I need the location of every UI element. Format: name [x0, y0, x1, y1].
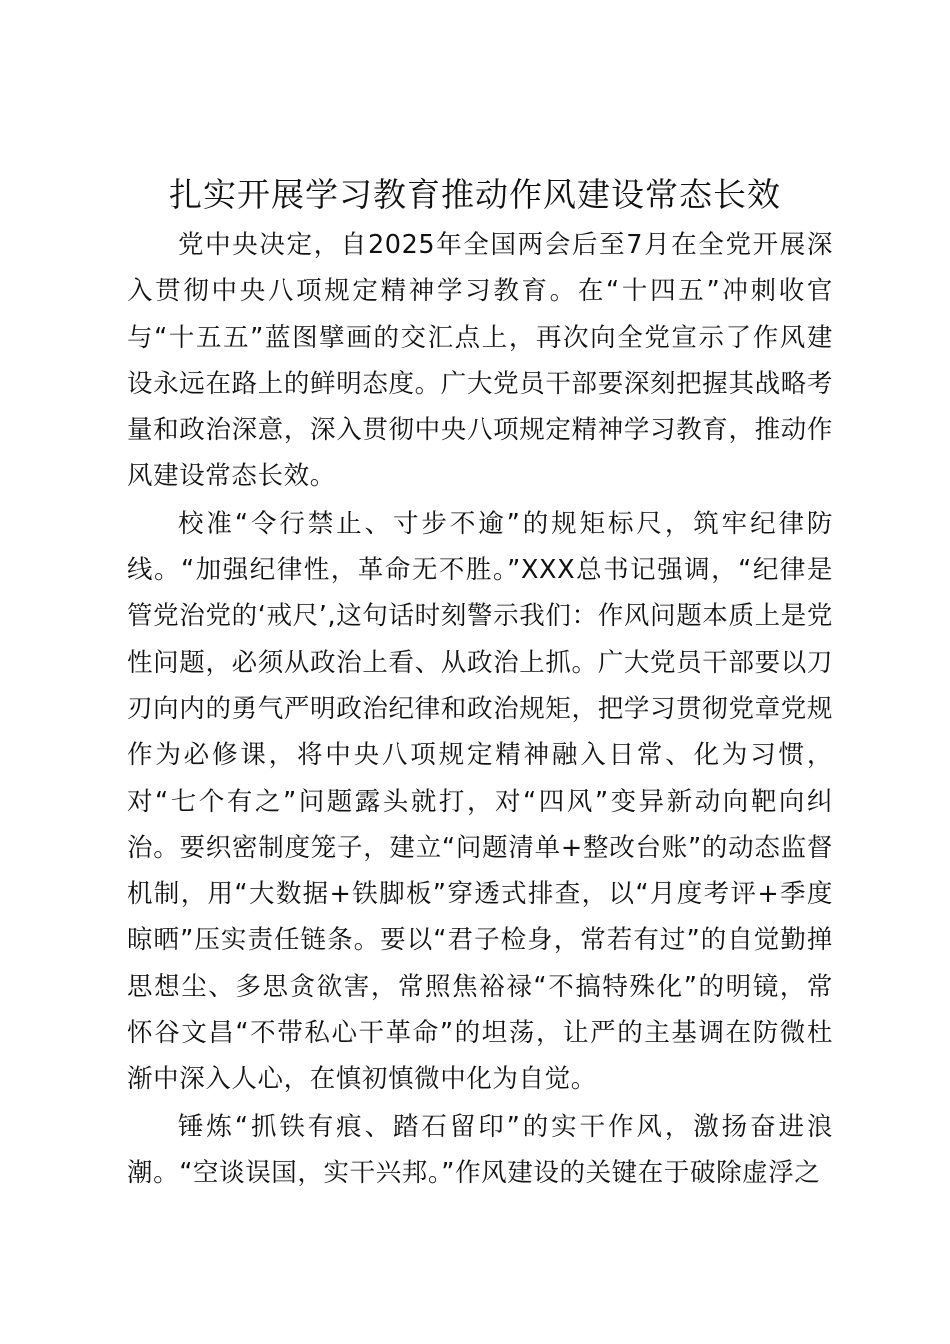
paragraph-discipline: 校准“令行禁止、寸步不逾”的规矩标尺，筑牢纪律防线。“加强纪律性，革命无不胜。”XXX总书记强调，“纪律是管党治党的‘戒尺’,这句话时刻警示我们：作风问题本质上是党性问题，必须从政治上看、从政治上抓。广大党员干部要以刀刃向内的勇气严明政治纪律和政治规矩，把学习贯彻党章党规作为必修课，将中央八项规定精神融入日常、化为习惯，对“七个有之”问题露头就打，对“四风”变异新动向靶向纠治。要织密制度笼子，建立“问题清单+整改台账”的动态监督机制，用“大数据+铁脚板”穿透式排查，以“月度考评+季度晾晒”压实责任链条。要以“君子检身，常若有过”的自觉勤掸思想尘、多思贪欲害，常照焦裕禄“不搞特殊化”的明镜，常怀谷文昌“不带私心干革命”的坦荡，让严的主基调在防微杜渐中深入人心，在慎初慎微中化为自觉。	[127, 508, 833, 1095]
document-body	[127, 222, 833, 1196]
paragraph-intro: 党中央决定，自2025年全国两会后至7月在全党开展深入贯彻中央八项规定精神学习教育。在“十四五”冲刺收官与“十五五”蓝图擘画的交汇点上，再次向全党宣示了作风建设永远在路上的鲜明态度。广大党员干部要深刻把握其战略考量和政治深意，深入贯彻中央八项规定精神学习教育，推动作风建设常态长效。	[127, 230, 833, 492]
paragraph-practical-style: 锤炼“抓铁有痕、踏石留印”的实干作风，激扬奋进浪潮。“空谈误国，实干兴邦。”作风建设的关键在于破除虚浮之	[127, 1111, 833, 1188]
document-title: 扎实开展学习教育推动作风建设常态长效	[169, 175, 781, 214]
